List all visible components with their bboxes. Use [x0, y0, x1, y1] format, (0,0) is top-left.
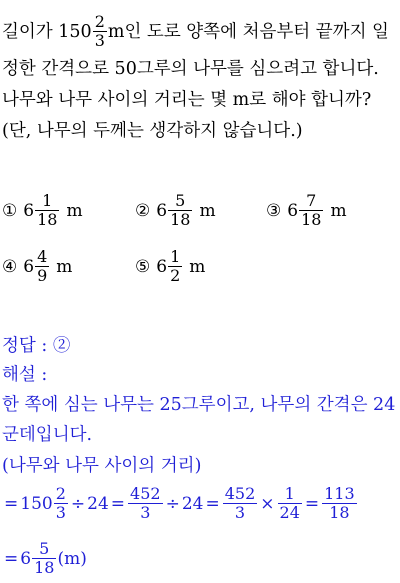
explanation-line-1: 한 쪽에 심는 나무는 25그루이고, 나무의 간격은 24	[2, 395, 396, 415]
choice-marker: ①	[2, 200, 18, 221]
fraction: $\frac{2}{3}$	[55, 484, 66, 522]
explanation-line-2: 군데입니다.	[2, 425, 93, 445]
question-line-2: 정한 간격으로 50그루의 나무를 심으려고 합니다.	[2, 59, 379, 79]
question-text: m인 도로 양쪽에 처음부터 끝까지 일	[107, 21, 389, 42]
fraction: $\frac{452}{3}$	[224, 484, 256, 522]
choice-5[interactable]: ⑤ 6 $\frac{1}{2}$ m	[135, 247, 206, 285]
choice-marker: ②	[135, 200, 151, 221]
explanation-line-3: (나무와 나무 사이의 거리)	[2, 456, 202, 476]
question-text: 길이가 150	[2, 21, 92, 42]
fraction: $\frac{5}{18}$	[34, 539, 55, 577]
fraction: $\frac{7}{18}$	[301, 191, 322, 229]
fraction: $\frac{2}{3}$	[94, 12, 105, 50]
fraction: $\frac{452}{3}$	[130, 484, 161, 522]
choice-marker: ⑤	[135, 256, 151, 277]
fraction: $\frac{4}{9}$	[37, 247, 48, 285]
choice-marker: ④	[2, 256, 18, 277]
fraction: $\frac{5}{18}$	[170, 191, 191, 229]
fraction: $\frac{1}{24}$	[279, 484, 300, 522]
fraction: $\frac{113}{18}$	[324, 484, 355, 522]
question-line-1	[2, 13, 389, 50]
explanation-label: 해설 :	[2, 365, 48, 385]
choice-2[interactable]: ② 6 $\frac{5}{18}$ m	[135, 191, 216, 229]
choice-1[interactable]: ① 6 $\frac{1}{18}$ m	[2, 191, 83, 229]
choice-4[interactable]: ④ 6 $\frac{4}{9}$ m	[2, 247, 73, 285]
choice-marker: ③	[266, 200, 282, 221]
fraction: $\frac{1}{18}$	[37, 191, 58, 229]
question-line-3: 나무와 나무 사이의 거리는 몇 m로 해야 합니까?	[2, 90, 372, 110]
answer-label: 정답 : ②	[2, 336, 71, 356]
fraction: $\frac{1}{2}$	[170, 247, 181, 285]
question-line-4: (단, 나무의 두께는 생각하지 않습니다.)	[2, 121, 303, 141]
calculation-line: = 150 $\frac{2}{3}$ ÷ 24 = $\frac{452}{3}$ ÷ 24 = $\frac{452}{3}$ × $\frac{1}{24}$ = $\frac{113}{18}$	[4, 484, 355, 522]
choice-3[interactable]: ③ 6 $\frac{7}{18}$ m	[266, 191, 347, 229]
result-line: = 6 $\frac{5}{18}$ (m)	[4, 539, 87, 577]
